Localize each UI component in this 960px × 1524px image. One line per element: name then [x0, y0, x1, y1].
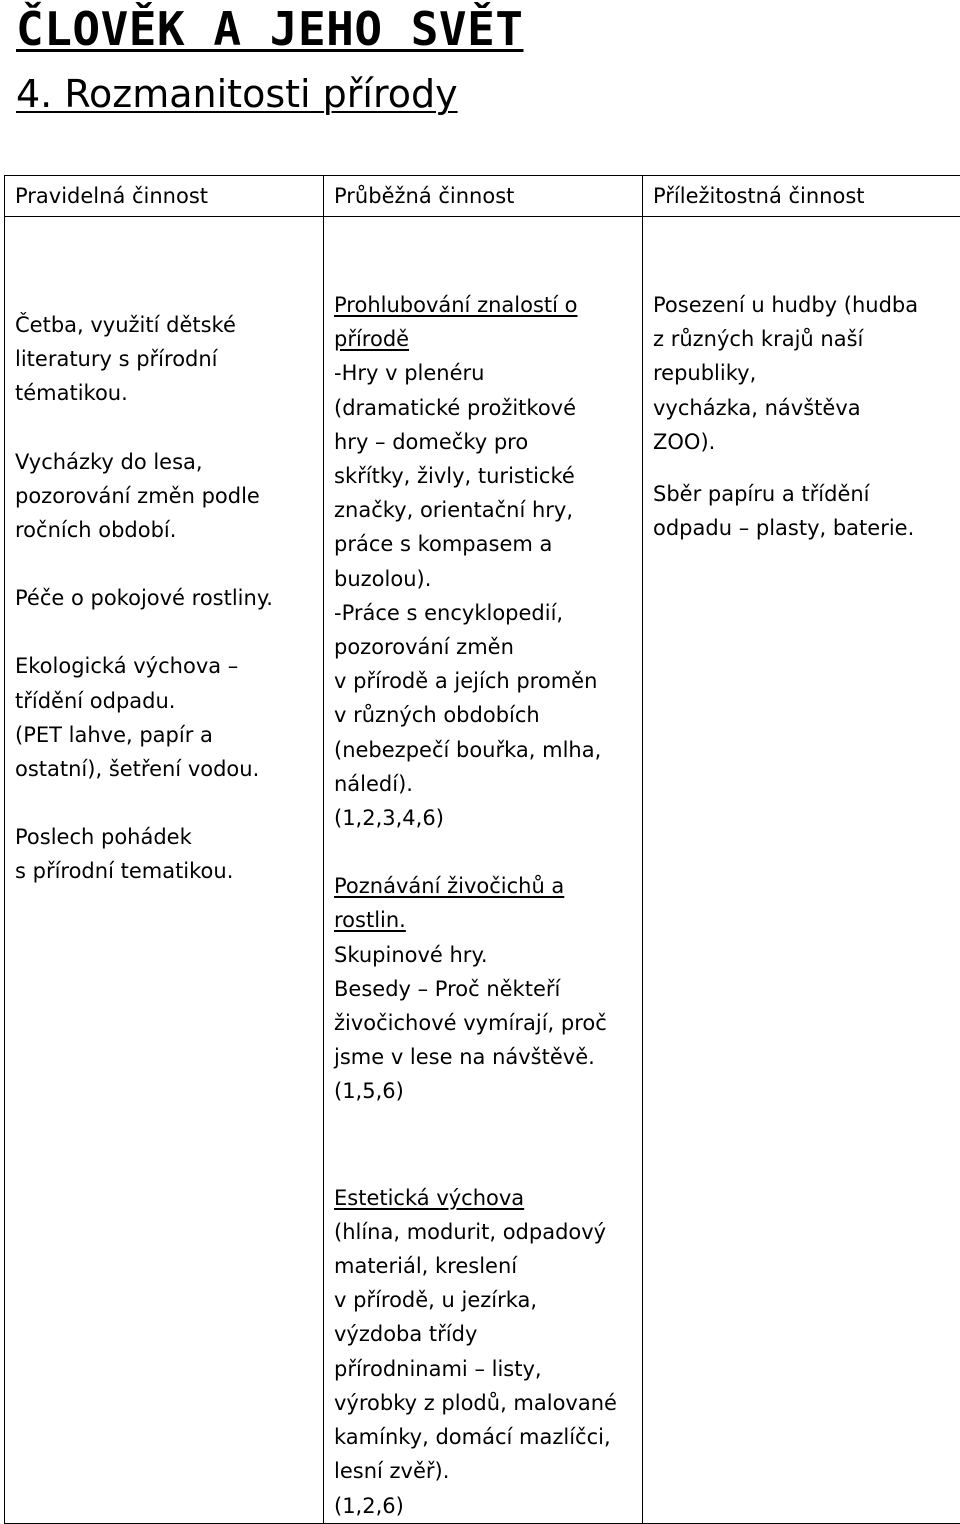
page-title: ČLOVĚK A JEHO SVĚT: [16, 2, 524, 56]
regular-plants-paragraph: Péče o pokojové rostliny.: [15, 581, 315, 615]
table-row: [5, 217, 960, 1524]
regular-activities-cell: [5, 217, 324, 1524]
regular-walks-paragraph: Vycházky do lesa, pozorování změn podle ročních období.: [15, 445, 315, 548]
section-heading: Prohlubování znalostí o: [334, 288, 577, 322]
column-header-regular: Pravidelná činnost: [5, 176, 324, 217]
occasional-recycling-paragraph: Sběr papíru a třídění odpadu – plasty, baterie.: [653, 477, 954, 545]
ongoing-aesthetic-section: Estetická výchova (hlína, modurit, odpadový materiál, kreslení v přírodě, u jezírka, výzdoba třídy přírodninami – listy, výrobky z plodů, malované kamínky, domácí mazlíčci, lesní zvěř). (1,2,6): [334, 1181, 634, 1523]
table-header-row: [5, 176, 960, 217]
regular-reading-paragraph: Četba, využití dětské literatury s přírodní tématikou.: [15, 308, 315, 411]
ongoing-animals-section: Poznávání živočichů a rostlin. Skupinové hry. Besedy – Proč někteří živočichové vymírají, proč jsme v lese na návštěvě. (1,5,6): [334, 869, 634, 1108]
occasional-activities-cell: [643, 217, 960, 1524]
activity-table: [4, 175, 960, 1524]
section-heading: přírodě: [334, 322, 409, 356]
regular-stories-paragraph: Poslech pohádek s přírodní tematikou.: [15, 820, 315, 888]
ongoing-nature-knowledge-section: Prohlubování znalostí o přírodě -Hry v plenéru (dramatické prožitkové hry – domečky pro skřítky, živly, turistické značky, orientační hry, práce s kompasem a buzolou). -Práce s encyklopedií, pozorování změn v přírodě a jejích proměn v různých obdobích (nebezpečí bouřka, mlha, náledí). (1,2,3,4,6): [334, 288, 634, 835]
section-heading-continued: rostlin.: [334, 903, 634, 937]
occasional-music-paragraph: Posezení u hudby (hudba z různých krajů naší republiky, vycházka, návštěva ZOO).: [653, 288, 954, 459]
column-header-ongoing: Průběžná činnost: [324, 176, 643, 217]
page-subtitle: 4. Rozmanitosti přírody: [16, 72, 458, 116]
ongoing-activities-cell: [324, 217, 643, 1524]
regular-ecology-paragraph: Ekologická výchova – třídění odpadu. (PET lahve, papír a ostatní), šetření vodou.: [15, 649, 315, 786]
section-heading: Poznávání živočichů a: [334, 869, 634, 903]
column-header-occasional: Příležitostná činnost: [643, 176, 960, 217]
section-heading: Estetická výchova: [334, 1181, 634, 1215]
